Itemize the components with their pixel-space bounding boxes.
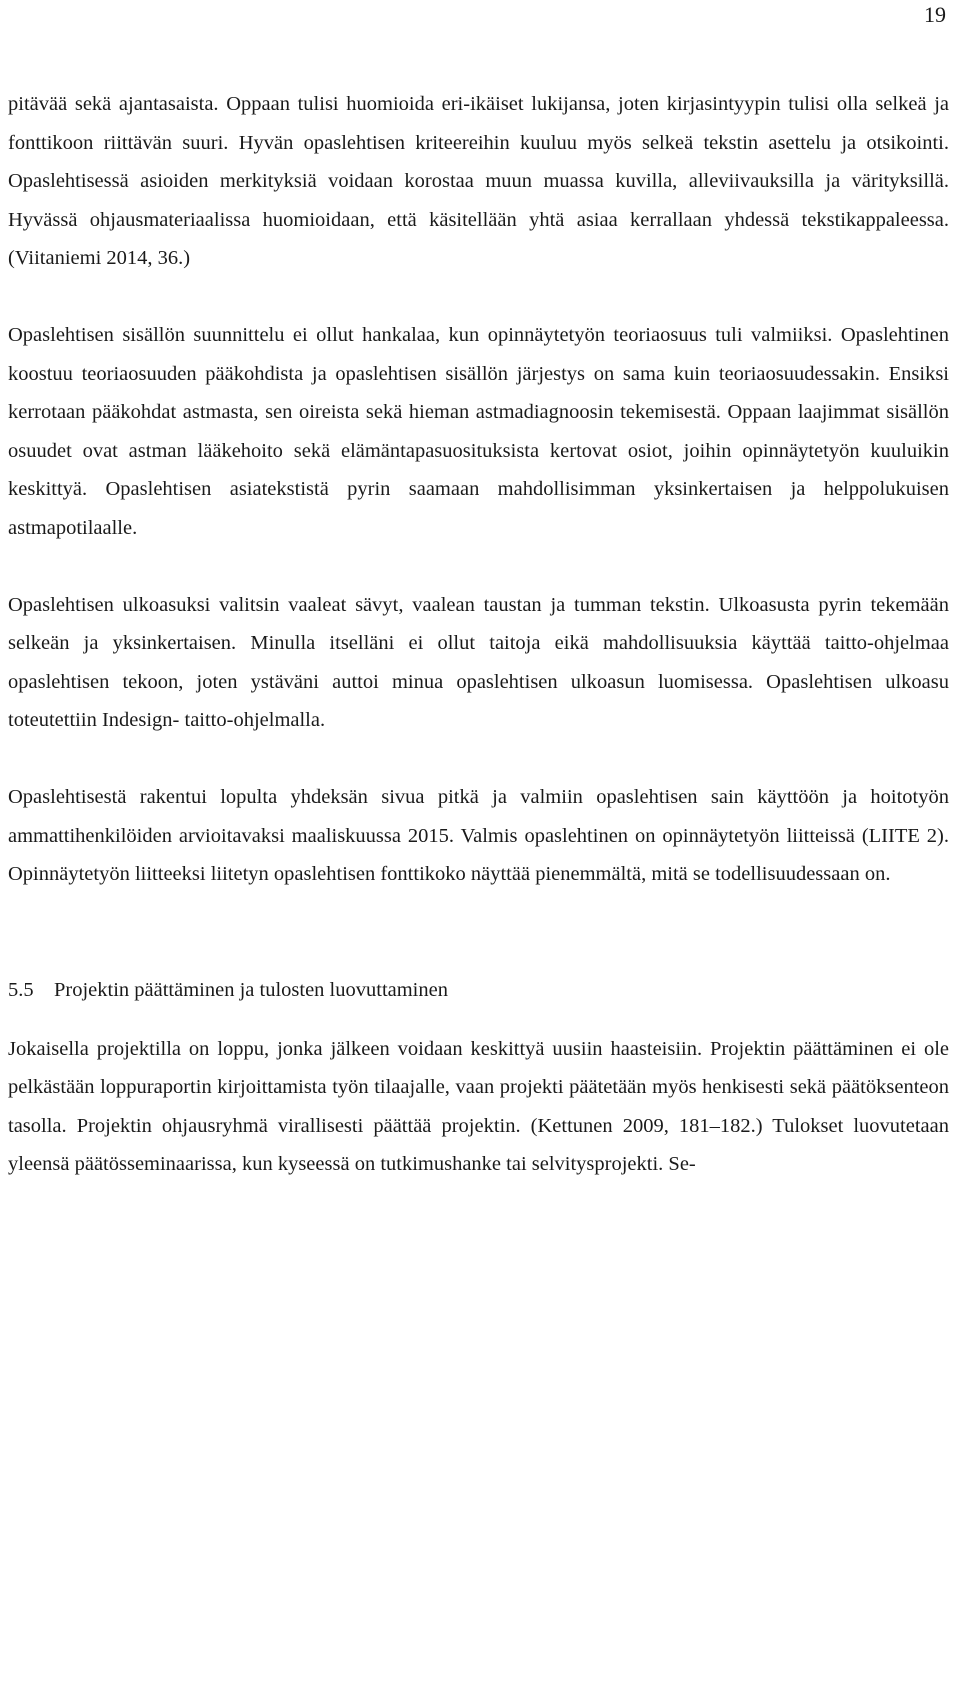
paragraph-content-planning: Opaslehtisen sisällön suunnittelu ei ollut hankalaa, kun opinnäytetyön teoriaosuus tuli valmiiksi. Opaslehtinen koostuu teoriaosuuden pääkohdista ja opaslehtisen sisällön järjestys on sama kuin teoriaosuudessakin. Ensiksi kerrotaan pääkohdat astmasta, sen oireista sekä hieman astmadiagnoosin tekemisestä. Oppaan laajimmat sisällön osuudet ovat astman lääkehoito sekä elämäntapasuosituksista kertovat osiot, joihin opinnäytetyön kuuluikin keskittyä. Opaslehtisen asiatekstistä pyrin saamaan mahdollisimman yksinkertaisen ja helppolukuisen astmapotilaalle.: [8, 323, 949, 539]
paragraph-spacer: [8, 740, 949, 778]
paragraph-spacer: [8, 894, 949, 932]
paragraph-guide-criteria: pitävää sekä ajantasaista. Oppaan tulisi huomioida eri-ikäiset lukijansa, joten kirjasintyypin tulisi olla selkeä ja fonttikoon riittävän suuri. Hyvän opaslehtisen kriteereihin kuuluu myös selkeä tekstin asettelu ja otsikointi. Opaslehtisessä asioiden merkityksiä voidaan korostaa muun muassa kuvilla, alleviivauksilla ja värityksillä. Hyvässä ohjausmateriaalissa huomioidaan, että käsitellään yhtä asiaa kerrallaan yhdessä tekstikappaleessa. (Viitaniemi 2014, 36.): [8, 93, 949, 270]
paragraph-spacer: [8, 932, 949, 970]
section-title: Projektin päättäminen ja tulosten luovuttaminen: [54, 978, 448, 1001]
paragraph-visual-design: Opaslehtisen ulkoasuksi valitsin vaaleat sävyt, vaalean taustan ja tumman tekstin. Ulkoasusta pyrin tekemään selkeän ja yksinkertaisen. Minulla itselläni ei ollut taitoja eikä mahdollisuuksia käyttää taitto-ohjelmaa opaslehtisen tekoon, joten ystäväni auttoi minua opaslehtisen ulkoasun luomisessa. Opaslehtisen ulkoasu toteutettiin Indesign- taitto-ohjelmalla.: [8, 593, 949, 732]
paragraph-spacer: [8, 548, 949, 586]
section-heading: [8, 970, 949, 1010]
paragraph-final-guide: Opaslehtisestä rakentui lopulta yhdeksän sivua pitkä ja valmiin opaslehtisen sain käyttöön ja hoitotyön ammattihenkilöiden arvioitavaksi maaliskuussa 2015. Valmis opaslehtinen on opinnäytetyön liitteissä (LIITE 2). Opinnäytetyön liitteeksi liitetyn opaslehtisen fonttikoko näyttää pienemmältä, mitä se todellisuudessaan on.: [8, 785, 949, 886]
section-number: 5.5: [8, 978, 34, 1001]
paragraph-spacer: [8, 278, 949, 316]
page-number: 19: [924, 2, 946, 27]
page-body: [8, 85, 949, 1184]
paragraph-spacer: [8, 1010, 949, 1030]
paragraph-project-closing: Jokaisella projektilla on loppu, jonka jälkeen voidaan keskittyä uusiin haasteisiin. Projektin päättäminen ei ole pelkästään loppuraportin kirjoittamista työn tilaajalle, vaan projekti päätetään myös henkisesti sekä päätöksenteon tasolla. Projektin ohjausryhmä virallisesti päättää projektin. (Kettunen 2009, 181–182.) Tulokset luovutetaan yleensä päätösseminaarissa, kun kyseessä on tutkimushanke tai selvitysprojekti. Se-: [8, 1037, 949, 1176]
